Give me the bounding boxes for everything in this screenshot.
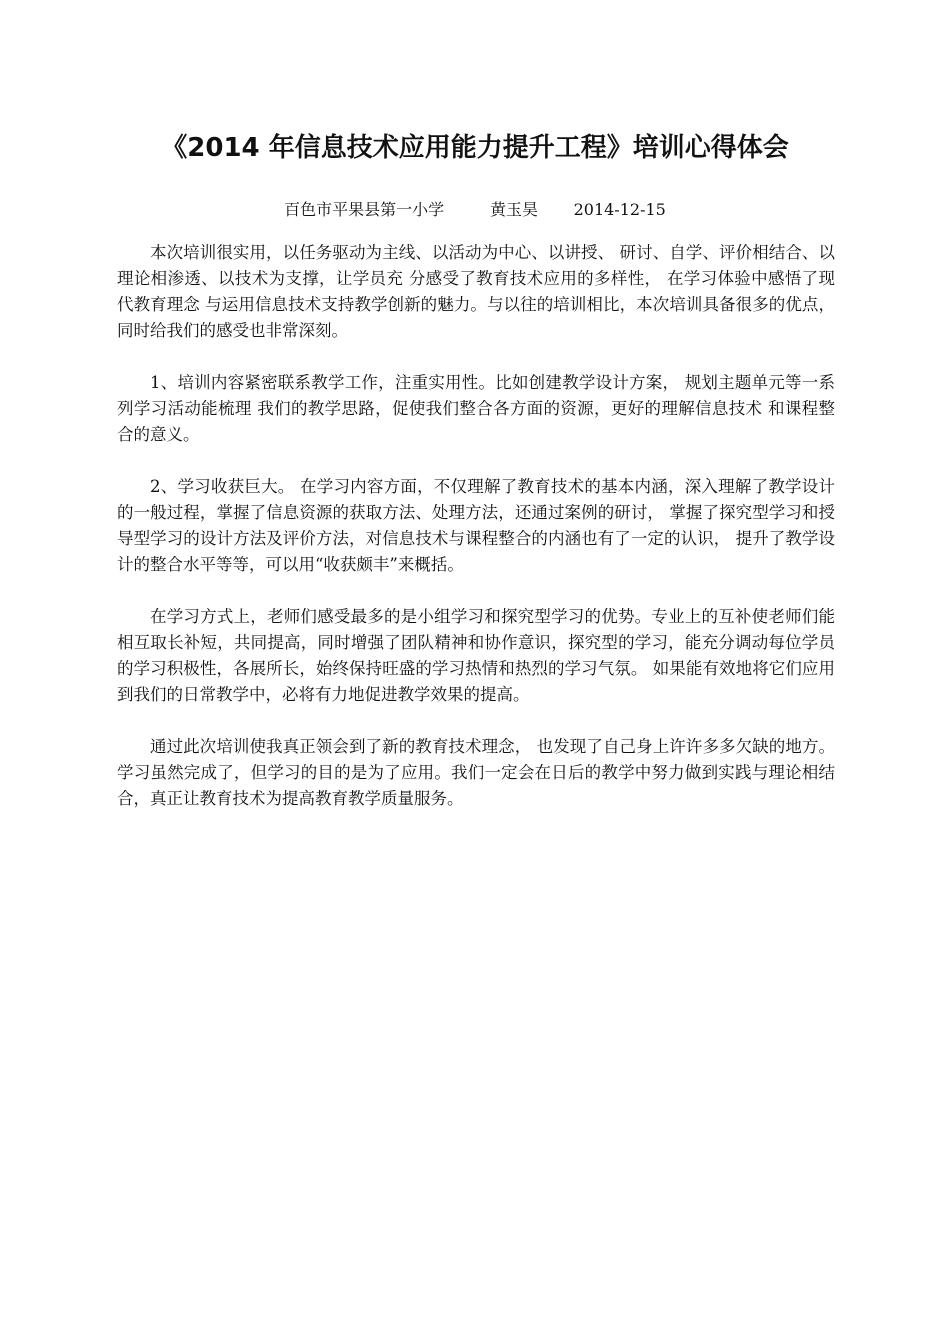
paragraph-intro: 本次培训很实用，以任务驱动为主线、以活动为中心、以讲授、 研讨、自学、评价相结合、以理论相渗透、以技术为支撑，让学员充 分感受了教育技术应用的多样性， 在学习体验中感悟了现代教育理念 与运用信息技术支持教学创新的魅力。与以往的培训相比，本次培训具备很多的优点，同时给我们的感受也非常深刻。	[117, 243, 835, 340]
byline	[0, 197, 950, 223]
byline-author: 黄玉昊	[489, 200, 538, 219]
byline-date: 2014-12-15	[573, 200, 666, 219]
paragraph-point-2: 2、学习收获巨大。 在学习内容方面，不仅理解了教育技术的基本内涵，深入理解了教学设计的一般过程，掌握了信息资源的获取方法、处理方法，还通过案例的研讨， 掌握了探究型学习和授导型学习的设计方法及评价方法，对信息技术与课程整合的内涵也有了一定的认识， 提升了教学设计的整合水平等等，可以用“收获颇丰”来概括。	[117, 477, 835, 574]
document-title: 《2014 年信息技术应用能力提升工程》培训心得体会	[161, 133, 789, 163]
paragraph-learning-style: 在学习方式上，老师们感受最多的是小组学习和探究型学习的优势。专业上的互补使老师们能相互取长补短，共同提高，同时增强了团队精神和协作意识，探究型的学习，能充分调动每位学员的学习积极性，各展所长，始终保持旺盛的学习热情和热烈的学习气氛。 如果能有效地将它们应用到我们的日常教学中，必将有力地促进教学效果的提高。	[117, 607, 835, 704]
byline-school: 百色市平果县第一小学	[284, 200, 445, 219]
paragraph-point-1: 1、培训内容紧密联系教学工作，注重实用性。比如创建教学设计方案， 规划主题单元等一系列学习活动能梳理 我们的教学思路，促使我们整合各方面的资源，更好的理解信息技术 和课程整合的意义。	[117, 373, 835, 444]
paragraph-conclusion: 通过此次培训使我真正领会到了新的教育技术理念， 也发现了自己身上许许多多欠缺的地方。学习虽然完成了，但学习的目的是为了应用。我们一定会在日后的教学中努力做到实践与理论相结合，真正让教育技术为提高教育教学质量服务。	[117, 737, 835, 808]
document-body	[117, 240, 835, 838]
